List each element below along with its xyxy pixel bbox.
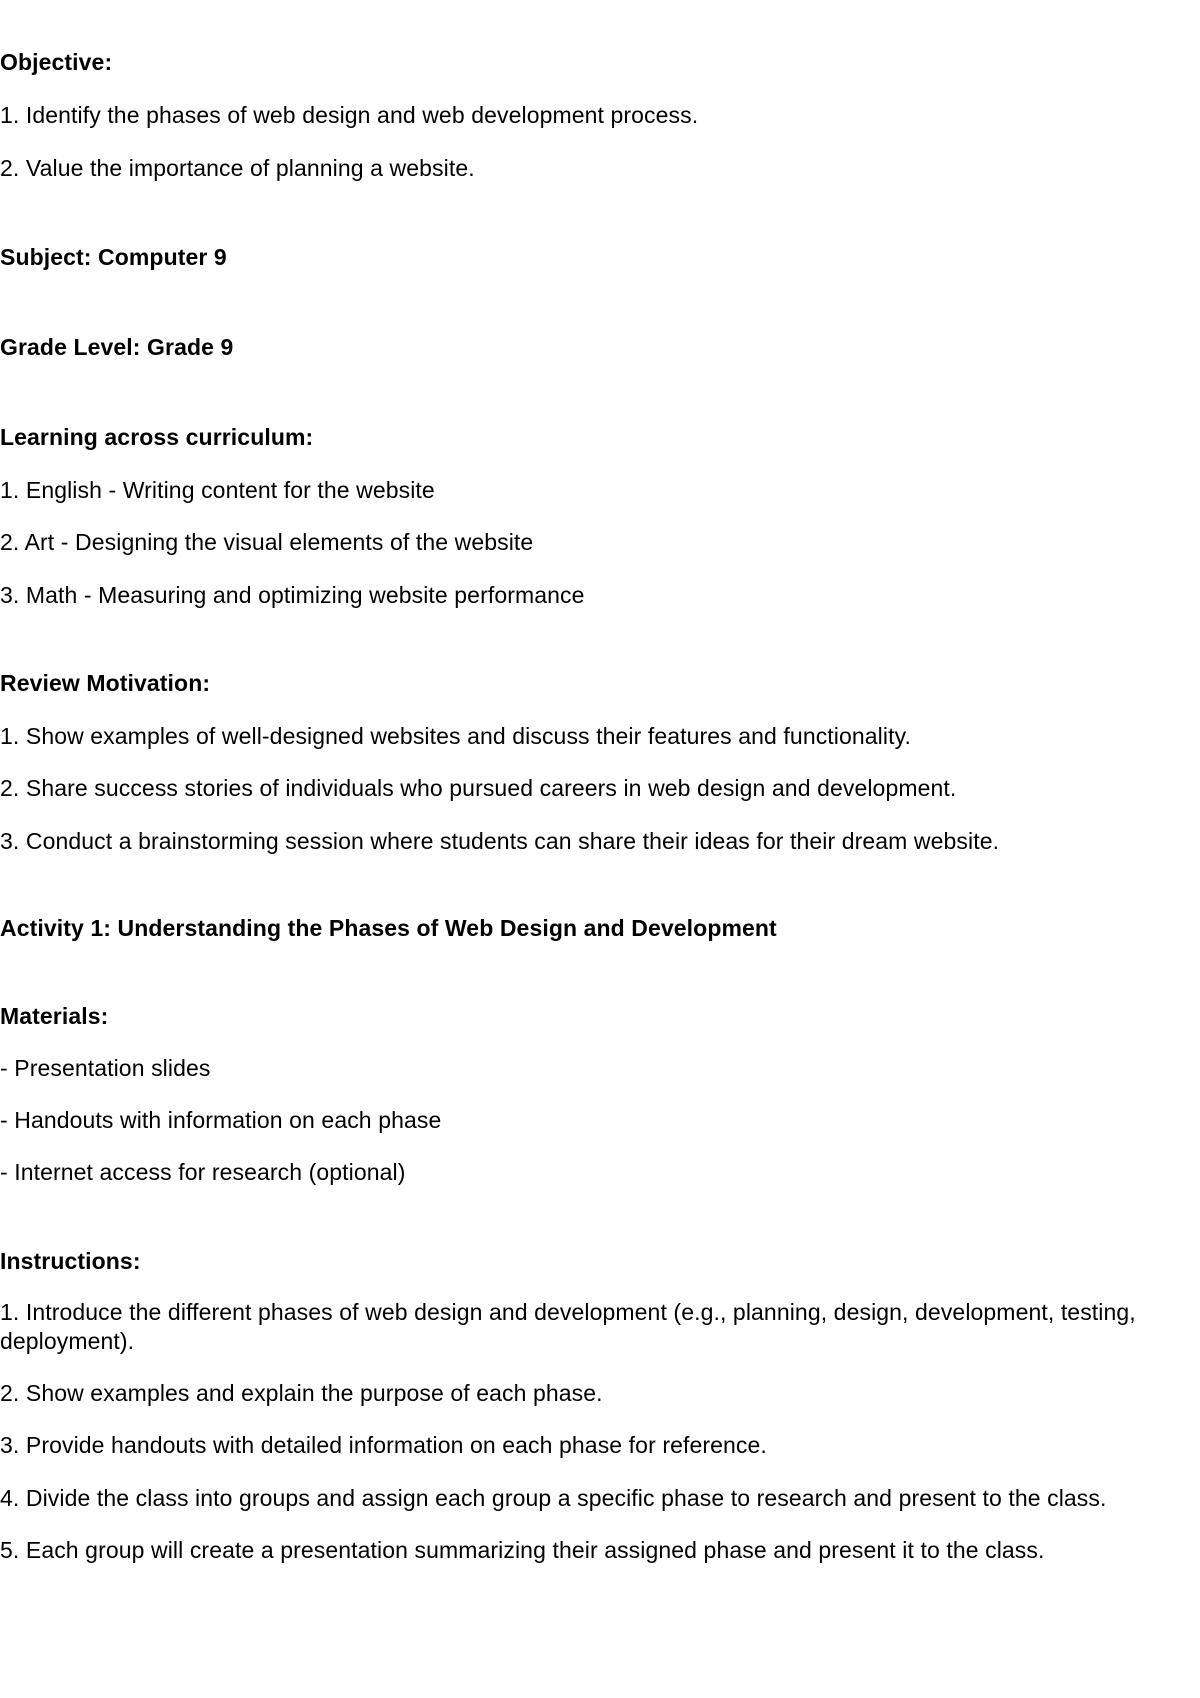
motivation-item: 2. Share success stories of individuals who pursued careers in web design and development.: [0, 775, 957, 801]
activity-title: Activity 1: Understanding the Phases of Web Design and Development: [0, 915, 777, 941]
instruction-item: 4. Divide the class into groups and assign each group a specific phase to research and present to the class.: [0, 1485, 1107, 1511]
materials-heading: Materials:: [0, 1003, 109, 1029]
materials-item: - Handouts with information on each phase: [0, 1107, 442, 1133]
learning-across-curriculum-heading: Learning across curriculum:: [0, 424, 314, 450]
objective-item: 2. Value the importance of planning a website.: [0, 155, 475, 181]
instructions-heading: Instructions:: [0, 1248, 141, 1274]
instruction-item: 5. Each group will create a presentation summarizing their assigned phase and present it to the class.: [0, 1537, 1045, 1563]
curriculum-item: 1. English - Writing content for the website: [0, 477, 435, 503]
motivation-item: 1. Show examples of well-designed websites and discuss their features and functionality.: [0, 723, 911, 749]
instruction-item: 1. Introduce the different phases of web design and development (e.g., planning, design, development, testing, deployment).: [0, 1299, 1136, 1354]
instruction-item: 3. Provide handouts with detailed information on each phase for reference.: [0, 1432, 767, 1458]
materials-item: - Presentation slides: [0, 1055, 211, 1081]
grade-level-heading: Grade Level: Grade 9: [0, 334, 234, 360]
curriculum-item: 3. Math - Measuring and optimizing website performance: [0, 582, 585, 608]
subject-heading: Subject: Computer 9: [0, 244, 227, 270]
objective-item: 1. Identify the phases of web design and web development process.: [0, 102, 699, 128]
motivation-item: 3. Conduct a brainstorming session where students can share their ideas for their dream website.: [0, 828, 1000, 854]
materials-item: - Internet access for research (optional): [0, 1159, 406, 1185]
instruction-item: 2. Show examples and explain the purpose of each phase.: [0, 1380, 603, 1406]
curriculum-item: 2. Art - Designing the visual elements of the website: [0, 529, 534, 555]
objective-heading: Objective:: [0, 49, 113, 75]
review-motivation-heading: Review Motivation:: [0, 670, 211, 696]
